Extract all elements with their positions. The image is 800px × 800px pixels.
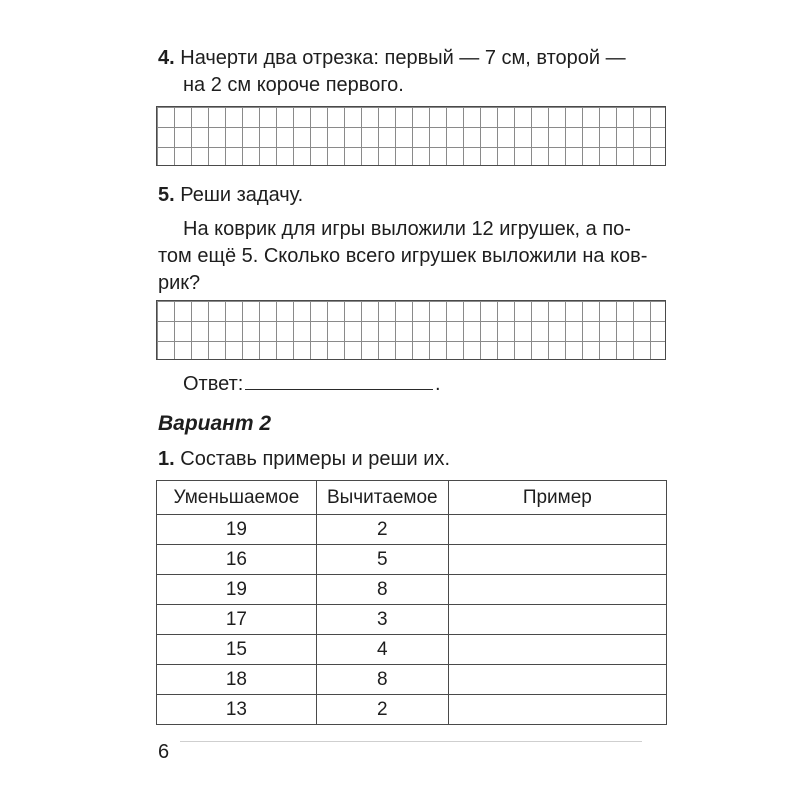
header-example: Пример <box>448 481 666 515</box>
table-row <box>157 575 667 605</box>
task5-text-line2: том ещё 5. Сколько всего игрушек выложили на ков- <box>158 245 648 267</box>
example-cell[interactable] <box>448 545 666 575</box>
subtrahend-cell: 2 <box>316 515 448 545</box>
task1-number: 1. <box>158 448 175 470</box>
example-cell[interactable] <box>448 695 666 725</box>
answer-input-line[interactable] <box>245 389 433 390</box>
task5-text-line1: На коврик для игры выложили 12 игрушек, а по- <box>183 218 631 240</box>
task4-text-line2: на 2 см короче первого. <box>183 74 404 96</box>
task4-number: 4. <box>158 47 175 69</box>
answer-label: Ответ: <box>183 373 244 395</box>
example-cell[interactable] <box>448 665 666 695</box>
example-cell[interactable] <box>448 635 666 665</box>
page-number: 6 <box>158 741 170 763</box>
task5-solution-grid[interactable] <box>156 300 666 360</box>
task5-title: Реши задачу. <box>180 184 304 206</box>
task4-text-line1: Начерти два отрезка: первый — 7 см, второй — <box>180 47 626 69</box>
task4-drawing-grid[interactable] <box>156 106 666 166</box>
task1-title: Составь примеры и реши их. <box>180 448 451 470</box>
subtrahend-cell: 4 <box>316 635 448 665</box>
subtrahend-cell: 2 <box>316 695 448 725</box>
header-subtrahend: Вычитаемое <box>316 481 448 515</box>
table-row <box>157 665 667 695</box>
example-cell[interactable] <box>448 575 666 605</box>
subtrahend-cell: 8 <box>316 575 448 605</box>
header-minuend: Уменьшаемое <box>157 481 317 515</box>
table-row <box>157 605 667 635</box>
task5-text-line3: рик? <box>158 272 201 294</box>
table-row <box>157 515 667 545</box>
table-row <box>157 635 667 665</box>
subtrahend-cell: 5 <box>316 545 448 575</box>
minuend-cell: 13 <box>157 695 317 725</box>
answer-end-dot: . <box>435 373 441 395</box>
task5-number: 5. <box>158 184 175 206</box>
example-cell[interactable] <box>448 605 666 635</box>
minuend-cell: 18 <box>157 665 317 695</box>
table-row <box>157 545 667 575</box>
bottom-rule <box>180 741 642 742</box>
minuend-cell: 19 <box>157 575 317 605</box>
minuend-cell: 15 <box>157 635 317 665</box>
table-row <box>157 695 667 725</box>
task5-heading <box>158 183 303 207</box>
minuend-cell: 16 <box>157 545 317 575</box>
example-cell[interactable] <box>448 515 666 545</box>
minuend-cell: 19 <box>157 515 317 545</box>
minuend-cell: 17 <box>157 605 317 635</box>
subtrahend-cell: 3 <box>316 605 448 635</box>
subtrahend-cell: 8 <box>316 665 448 695</box>
task4-line1 <box>158 46 626 70</box>
variant-title: Вариант 2 <box>158 412 272 435</box>
table-header-row <box>157 481 667 515</box>
task1-heading <box>158 447 450 471</box>
examples-table <box>156 480 667 725</box>
